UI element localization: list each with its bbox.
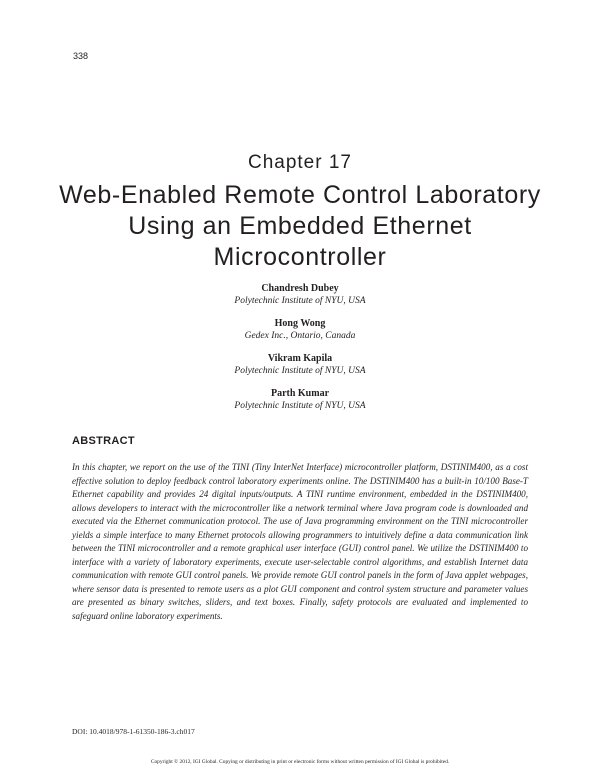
author-affiliation: Gedex Inc., Ontario, Canada — [244, 331, 356, 341]
chapter-label: Chapter 17 — [247, 152, 352, 173]
author-name: Parth Kumar — [270, 388, 330, 399]
abstract-heading: ABSTRACT — [72, 435, 135, 447]
copyright-notice: Copyright © 2012, IGI Global. Copying or distributing in print or electronic forms without written permission of IGI Global is prohibited. — [150, 759, 450, 765]
author-block — [0, 318, 600, 342]
author-block — [0, 353, 600, 377]
page-number: 338 — [73, 51, 89, 61]
abstract-body: In this chapter, we report on the use of the TINI (Tiny InterNet Interface) microcontroller platform, DSTINIM400, as a cost effective solution to deploy feedback control laboratory experiments online. The DSTINIM400 has a built-in 10/100 Base-T Ethernet capability and provides 24 digital inputs/outputs. A TINI runtime environment, embedded in the DSTINIM400, allows developers to interact with the microcontroller like a network terminal where Java program code is downloaded and executed via the Ethernet communication protocol. The use of Java programming environment on the TINI microcontroller yields a simple interface to many Ethernet protocols allowing programmers to intuitively define a data communication link between the TINI microcontroller and a remote graphical user interface (GUI) control panel. We utilize the DSTINIM400 to interface with a variety of laboratory experiments, execute user-selectable control algorithms, and establish Internet data communication with remote GUI control panels. We provide remote GUI control panels in the form of Java applet webpages, where sensor data is presented to remote users as a plot GUI component and control system structure and parameter values are presented as binary switches, sliders, and text boxes. Finally, safety protocols are evaluated and implemented to safeguard online laboratory experiments. — [72, 462, 528, 621]
author-block — [0, 283, 600, 307]
author-name: Vikram Kapila — [267, 353, 333, 364]
author-affiliation: Polytechnic Institute of NYU, USA — [234, 366, 366, 376]
author-block — [0, 388, 600, 412]
chapter-title: Web-Enabled Remote Control Laboratory Using an Embedded Ethernet Microcontroller — [59, 181, 541, 271]
author-name: Hong Wong — [274, 318, 326, 329]
author-affiliation: Polytechnic Institute of NYU, USA — [234, 296, 366, 306]
author-name: Chandresh Dubey — [261, 283, 339, 294]
author-affiliation: Polytechnic Institute of NYU, USA — [234, 401, 366, 411]
doi: DOI: 10.4018/978-1-61350-186-3.ch017 — [72, 727, 195, 736]
author-list — [0, 283, 600, 423]
